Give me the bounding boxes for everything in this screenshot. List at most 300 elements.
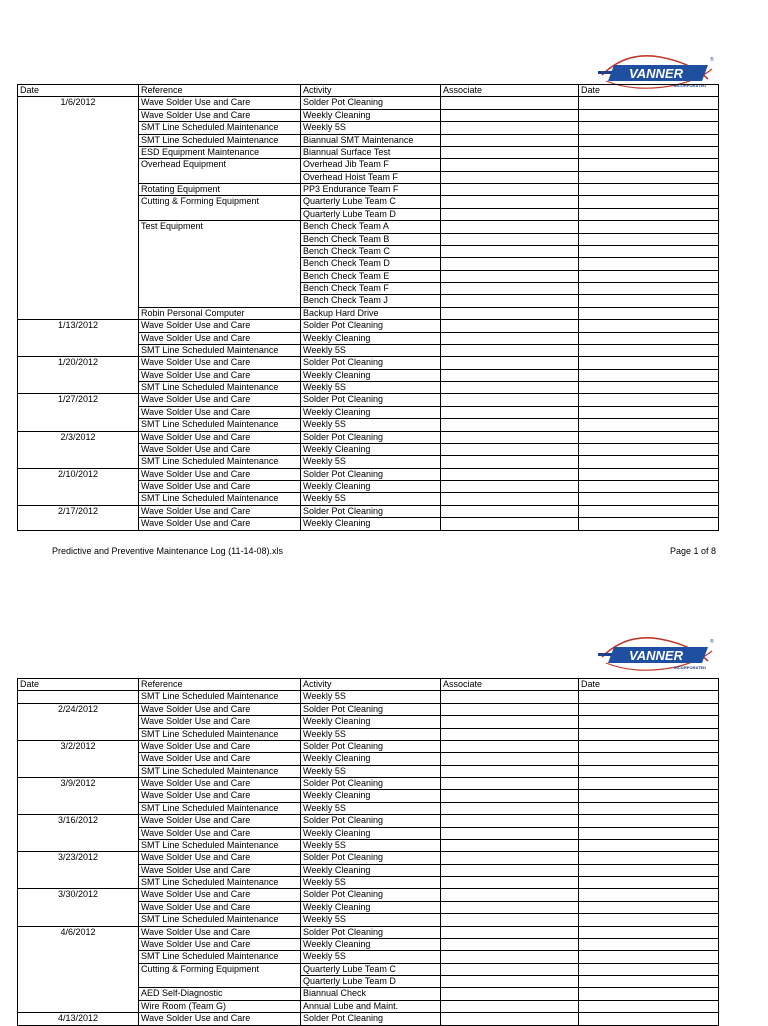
cell-completed-date[interactable] bbox=[579, 419, 719, 431]
cell-activity: PP3 Endurance Team F bbox=[301, 184, 441, 196]
cell-completed-date[interactable] bbox=[579, 382, 719, 394]
cell-reference bbox=[139, 233, 301, 245]
cell-associate[interactable] bbox=[441, 1000, 579, 1012]
cell-associate[interactable] bbox=[441, 926, 579, 938]
cell-date bbox=[18, 493, 139, 505]
logo-subtext: INCORPORATED bbox=[673, 83, 707, 88]
cell-activity: Bench Check Team C bbox=[301, 245, 441, 257]
cell-completed-date[interactable] bbox=[579, 431, 719, 443]
cell-activity: Biannual Surface Test bbox=[301, 146, 441, 158]
cell-reference: Wave Solder Use and Care bbox=[139, 468, 301, 480]
cell-associate[interactable] bbox=[441, 184, 579, 196]
header-reference: Reference bbox=[139, 679, 301, 691]
table-row bbox=[18, 122, 719, 134]
cell-date bbox=[18, 443, 139, 455]
cell-activity: Quarterly Lube Team C bbox=[301, 196, 441, 208]
cell-associate[interactable] bbox=[441, 1013, 579, 1025]
cell-activity: Solder Pot Cleaning bbox=[301, 926, 441, 938]
cell-date bbox=[18, 1000, 139, 1012]
cell-date bbox=[18, 864, 139, 876]
cell-associate[interactable] bbox=[441, 468, 579, 480]
cell-completed-date[interactable] bbox=[579, 270, 719, 282]
cell-activity: Weekly Cleaning bbox=[301, 443, 441, 455]
cell-associate[interactable] bbox=[441, 691, 579, 703]
cell-date bbox=[18, 258, 139, 270]
cell-activity: Solder Pot Cleaning bbox=[301, 431, 441, 443]
table-row bbox=[18, 976, 719, 988]
cell-completed-date[interactable] bbox=[579, 369, 719, 381]
table-row bbox=[18, 765, 719, 777]
cell-associate[interactable] bbox=[441, 728, 579, 740]
cell-completed-date[interactable] bbox=[579, 765, 719, 777]
cell-completed-date[interactable] bbox=[579, 184, 719, 196]
cell-reference: Wave Solder Use and Care bbox=[139, 827, 301, 839]
header-activity: Activity bbox=[301, 85, 441, 97]
cell-reference: SMT Line Scheduled Maintenance bbox=[139, 456, 301, 468]
cell-date bbox=[18, 134, 139, 146]
table-row bbox=[18, 332, 719, 344]
cell-reference: Wave Solder Use and Care bbox=[139, 938, 301, 950]
cell-date bbox=[18, 270, 139, 282]
cell-reference: SMT Line Scheduled Maintenance bbox=[139, 765, 301, 777]
cell-completed-date[interactable] bbox=[579, 394, 719, 406]
cell-date bbox=[18, 716, 139, 728]
cell-associate[interactable] bbox=[441, 369, 579, 381]
cell-associate[interactable] bbox=[441, 171, 579, 183]
cell-completed-date[interactable] bbox=[579, 728, 719, 740]
cell-associate[interactable] bbox=[441, 109, 579, 121]
logo-text: VANNER bbox=[629, 648, 683, 663]
cell-completed-date[interactable] bbox=[579, 1000, 719, 1012]
cell-reference: SMT Line Scheduled Maintenance bbox=[139, 802, 301, 814]
cell-date bbox=[18, 159, 139, 171]
cell-associate[interactable] bbox=[441, 951, 579, 963]
cell-associate[interactable] bbox=[441, 419, 579, 431]
cell-completed-date[interactable] bbox=[579, 988, 719, 1000]
cell-reference: Cutting & Forming Equipment bbox=[139, 963, 301, 975]
cell-completed-date[interactable] bbox=[579, 171, 719, 183]
cell-activity: Weekly Cleaning bbox=[301, 864, 441, 876]
cell-reference: Test Equipment bbox=[139, 221, 301, 233]
cell-completed-date[interactable] bbox=[579, 827, 719, 839]
table-row bbox=[18, 703, 719, 715]
cell-completed-date[interactable] bbox=[579, 146, 719, 158]
cell-completed-date[interactable] bbox=[579, 852, 719, 864]
cell-date: 3/23/2012 bbox=[18, 852, 139, 864]
cell-activity: Solder Pot Cleaning bbox=[301, 778, 441, 790]
cell-associate[interactable] bbox=[441, 146, 579, 158]
cell-date bbox=[18, 827, 139, 839]
cell-activity: Weekly Cleaning bbox=[301, 518, 441, 530]
cell-activity: Weekly Cleaning bbox=[301, 109, 441, 121]
cell-associate[interactable] bbox=[441, 802, 579, 814]
cell-date: 3/9/2012 bbox=[18, 778, 139, 790]
cell-reference bbox=[139, 976, 301, 988]
cell-reference: Wave Solder Use and Care bbox=[139, 778, 301, 790]
table-row bbox=[18, 295, 719, 307]
table-row bbox=[18, 456, 719, 468]
table-row bbox=[18, 926, 719, 938]
cell-date bbox=[18, 877, 139, 889]
cell-associate[interactable] bbox=[441, 233, 579, 245]
cell-associate[interactable] bbox=[441, 344, 579, 356]
cell-reference: Wave Solder Use and Care bbox=[139, 394, 301, 406]
cell-reference: Wave Solder Use and Care bbox=[139, 1013, 301, 1025]
cell-completed-date[interactable] bbox=[579, 283, 719, 295]
cell-activity: Weekly Cleaning bbox=[301, 790, 441, 802]
cell-completed-date[interactable] bbox=[579, 839, 719, 851]
logo-registered-mark: ® bbox=[710, 639, 714, 645]
table-body bbox=[18, 691, 719, 1025]
cell-reference: SMT Line Scheduled Maintenance bbox=[139, 951, 301, 963]
table-row bbox=[18, 134, 719, 146]
cell-associate[interactable] bbox=[441, 963, 579, 975]
cell-completed-date[interactable] bbox=[579, 406, 719, 418]
cell-associate[interactable] bbox=[441, 827, 579, 839]
cell-activity: Quarterly Lube Team C bbox=[301, 963, 441, 975]
cell-completed-date[interactable] bbox=[579, 481, 719, 493]
cell-activity: Weekly 5S bbox=[301, 344, 441, 356]
cell-completed-date[interactable] bbox=[579, 815, 719, 827]
table-row bbox=[18, 728, 719, 740]
cell-associate[interactable] bbox=[441, 901, 579, 913]
table-row bbox=[18, 382, 719, 394]
table-row bbox=[18, 827, 719, 839]
table-row bbox=[18, 988, 719, 1000]
cell-associate[interactable] bbox=[441, 790, 579, 802]
cell-associate[interactable] bbox=[441, 518, 579, 530]
cell-activity: Weekly 5S bbox=[301, 493, 441, 505]
cell-completed-date[interactable] bbox=[579, 196, 719, 208]
table-row bbox=[18, 778, 719, 790]
cell-reference: SMT Line Scheduled Maintenance bbox=[139, 728, 301, 740]
cell-date bbox=[18, 938, 139, 950]
cell-date bbox=[18, 728, 139, 740]
cell-activity: Solder Pot Cleaning bbox=[301, 320, 441, 332]
cell-date bbox=[18, 344, 139, 356]
cell-activity: Weekly Cleaning bbox=[301, 716, 441, 728]
table-row bbox=[18, 146, 719, 158]
table-row bbox=[18, 914, 719, 926]
cell-associate[interactable] bbox=[441, 815, 579, 827]
cell-associate[interactable] bbox=[441, 493, 579, 505]
cell-completed-date[interactable] bbox=[579, 258, 719, 270]
table-row bbox=[18, 790, 719, 802]
cell-associate[interactable] bbox=[441, 159, 579, 171]
table-row bbox=[18, 221, 719, 233]
cell-associate[interactable] bbox=[441, 716, 579, 728]
table-body bbox=[18, 97, 719, 530]
cell-date bbox=[18, 369, 139, 381]
cell-associate[interactable] bbox=[441, 394, 579, 406]
cell-activity: Annual Lube and Maint. bbox=[301, 1000, 441, 1012]
cell-completed-date[interactable] bbox=[579, 716, 719, 728]
table-row bbox=[18, 431, 719, 443]
cell-completed-date[interactable] bbox=[579, 938, 719, 950]
cell-completed-date[interactable] bbox=[579, 208, 719, 220]
cell-completed-date[interactable] bbox=[579, 889, 719, 901]
cell-reference: SMT Line Scheduled Maintenance bbox=[139, 839, 301, 851]
table-row bbox=[18, 753, 719, 765]
cell-associate[interactable] bbox=[441, 765, 579, 777]
cell-date: 2/3/2012 bbox=[18, 431, 139, 443]
cell-associate[interactable] bbox=[441, 938, 579, 950]
cell-date bbox=[18, 171, 139, 183]
cell-activity: Overhead Hoist Team F bbox=[301, 171, 441, 183]
cell-completed-date[interactable] bbox=[579, 221, 719, 233]
cell-activity: Weekly 5S bbox=[301, 951, 441, 963]
table-row bbox=[18, 258, 719, 270]
cell-associate[interactable] bbox=[441, 914, 579, 926]
cell-completed-date[interactable] bbox=[579, 357, 719, 369]
cell-completed-date[interactable] bbox=[579, 468, 719, 480]
cell-reference: Wave Solder Use and Care bbox=[139, 332, 301, 344]
cell-associate[interactable] bbox=[441, 852, 579, 864]
table-row bbox=[18, 344, 719, 356]
cell-activity: Weekly 5S bbox=[301, 691, 441, 703]
cell-reference: Overhead Equipment bbox=[139, 159, 301, 171]
cell-completed-date[interactable] bbox=[579, 307, 719, 319]
cell-date bbox=[18, 122, 139, 134]
cell-completed-date[interactable] bbox=[579, 159, 719, 171]
cell-date bbox=[18, 963, 139, 975]
cell-activity: Bench Check Team B bbox=[301, 233, 441, 245]
cell-date: 4/6/2012 bbox=[18, 926, 139, 938]
table-header-row bbox=[18, 85, 719, 97]
table-row bbox=[18, 369, 719, 381]
cell-associate[interactable] bbox=[441, 245, 579, 257]
cell-completed-date[interactable] bbox=[579, 976, 719, 988]
cell-associate[interactable] bbox=[441, 877, 579, 889]
cell-date: 1/13/2012 bbox=[18, 320, 139, 332]
logo-registered-mark: ® bbox=[710, 57, 714, 63]
cell-associate[interactable] bbox=[441, 196, 579, 208]
cell-date: 3/30/2012 bbox=[18, 889, 139, 901]
cell-associate[interactable] bbox=[441, 443, 579, 455]
cell-associate[interactable] bbox=[441, 839, 579, 851]
cell-associate[interactable] bbox=[441, 431, 579, 443]
header-reference: Reference bbox=[139, 85, 301, 97]
cell-completed-date[interactable] bbox=[579, 320, 719, 332]
table-row bbox=[18, 357, 719, 369]
table-row bbox=[18, 691, 719, 703]
cell-completed-date[interactable] bbox=[579, 134, 719, 146]
cell-reference bbox=[139, 295, 301, 307]
cell-completed-date[interactable] bbox=[579, 233, 719, 245]
cell-completed-date[interactable] bbox=[579, 443, 719, 455]
table-row bbox=[18, 97, 719, 109]
cell-completed-date[interactable] bbox=[579, 456, 719, 468]
cell-activity: Weekly 5S bbox=[301, 914, 441, 926]
cell-associate[interactable] bbox=[441, 740, 579, 752]
cell-activity: Solder Pot Cleaning bbox=[301, 505, 441, 517]
cell-date bbox=[18, 146, 139, 158]
cell-activity: Weekly Cleaning bbox=[301, 406, 441, 418]
cell-reference: Wave Solder Use and Care bbox=[139, 481, 301, 493]
cell-date bbox=[18, 839, 139, 851]
cell-activity: Weekly 5S bbox=[301, 382, 441, 394]
cell-activity: Backup Hard Drive bbox=[301, 307, 441, 319]
table-row bbox=[18, 233, 719, 245]
cell-associate[interactable] bbox=[441, 134, 579, 146]
cell-completed-date[interactable] bbox=[579, 901, 719, 913]
cell-reference: Wave Solder Use and Care bbox=[139, 815, 301, 827]
cell-reference: SMT Line Scheduled Maintenance bbox=[139, 493, 301, 505]
footer-filename: Predictive and Preventive Maintenance Log (11-14-08).xls bbox=[52, 546, 283, 556]
cell-associate[interactable] bbox=[441, 864, 579, 876]
table-row bbox=[18, 270, 719, 282]
cell-associate[interactable] bbox=[441, 481, 579, 493]
cell-date bbox=[18, 382, 139, 394]
table-row bbox=[18, 493, 719, 505]
cell-completed-date[interactable] bbox=[579, 740, 719, 752]
cell-completed-date[interactable] bbox=[579, 109, 719, 121]
cell-associate[interactable] bbox=[441, 221, 579, 233]
cell-associate[interactable] bbox=[441, 778, 579, 790]
logo-text: VANNER bbox=[629, 66, 683, 81]
cell-reference: Wave Solder Use and Care bbox=[139, 369, 301, 381]
cell-completed-date[interactable] bbox=[579, 493, 719, 505]
cell-associate[interactable] bbox=[441, 270, 579, 282]
footer-page-number: Page 1 of 8 bbox=[669, 546, 716, 556]
cell-reference bbox=[139, 171, 301, 183]
cell-date bbox=[18, 790, 139, 802]
cell-reference bbox=[139, 245, 301, 257]
table-row bbox=[18, 307, 719, 319]
table-row bbox=[18, 443, 719, 455]
cell-activity: Weekly 5S bbox=[301, 802, 441, 814]
cell-completed-date[interactable] bbox=[579, 951, 719, 963]
cell-associate[interactable] bbox=[441, 295, 579, 307]
maintenance-log-table bbox=[17, 678, 719, 1026]
cell-completed-date[interactable] bbox=[579, 1013, 719, 1025]
cell-completed-date[interactable] bbox=[579, 122, 719, 134]
cell-reference: Wave Solder Use and Care bbox=[139, 97, 301, 109]
cell-associate[interactable] bbox=[441, 976, 579, 988]
cell-completed-date[interactable] bbox=[579, 914, 719, 926]
cell-completed-date[interactable] bbox=[579, 703, 719, 715]
cell-reference bbox=[139, 258, 301, 270]
table-row bbox=[18, 406, 719, 418]
cell-associate[interactable] bbox=[441, 505, 579, 517]
cell-reference: Wave Solder Use and Care bbox=[139, 864, 301, 876]
table-row bbox=[18, 877, 719, 889]
cell-completed-date[interactable] bbox=[579, 332, 719, 344]
cell-reference: Wave Solder Use and Care bbox=[139, 740, 301, 752]
cell-activity: Weekly Cleaning bbox=[301, 901, 441, 913]
cell-associate[interactable] bbox=[441, 332, 579, 344]
cell-associate[interactable] bbox=[441, 406, 579, 418]
header-completed-date: Date bbox=[579, 85, 719, 97]
cell-associate[interactable] bbox=[441, 703, 579, 715]
cell-date: 3/2/2012 bbox=[18, 740, 139, 752]
cell-associate[interactable] bbox=[441, 753, 579, 765]
cell-completed-date[interactable] bbox=[579, 97, 719, 109]
table-row bbox=[18, 901, 719, 913]
cell-activity: Weekly 5S bbox=[301, 877, 441, 889]
cell-activity: Quarterly Lube Team D bbox=[301, 208, 441, 220]
cell-completed-date[interactable] bbox=[579, 518, 719, 530]
cell-associate[interactable] bbox=[441, 889, 579, 901]
cell-completed-date[interactable] bbox=[579, 505, 719, 517]
cell-associate[interactable] bbox=[441, 320, 579, 332]
table-row bbox=[18, 283, 719, 295]
cell-completed-date[interactable] bbox=[579, 691, 719, 703]
cell-associate[interactable] bbox=[441, 97, 579, 109]
table-row bbox=[18, 716, 719, 728]
cell-reference: SMT Line Scheduled Maintenance bbox=[139, 382, 301, 394]
cell-reference: Wave Solder Use and Care bbox=[139, 790, 301, 802]
cell-associate[interactable] bbox=[441, 456, 579, 468]
cell-completed-date[interactable] bbox=[579, 778, 719, 790]
cell-date: 2/10/2012 bbox=[18, 468, 139, 480]
cell-associate[interactable] bbox=[441, 258, 579, 270]
cell-date bbox=[18, 481, 139, 493]
cell-associate[interactable] bbox=[441, 382, 579, 394]
cell-date bbox=[18, 283, 139, 295]
cell-reference: Cutting & Forming Equipment bbox=[139, 196, 301, 208]
cell-activity: Quarterly Lube Team D bbox=[301, 976, 441, 988]
cell-date bbox=[18, 184, 139, 196]
cell-reference: SMT Line Scheduled Maintenance bbox=[139, 122, 301, 134]
cell-completed-date[interactable] bbox=[579, 963, 719, 975]
cell-associate[interactable] bbox=[441, 208, 579, 220]
cell-reference: Wave Solder Use and Care bbox=[139, 357, 301, 369]
cell-reference: SMT Line Scheduled Maintenance bbox=[139, 344, 301, 356]
cell-activity: Solder Pot Cleaning bbox=[301, 1013, 441, 1025]
cell-activity: Solder Pot Cleaning bbox=[301, 703, 441, 715]
cell-date bbox=[18, 233, 139, 245]
cell-associate[interactable] bbox=[441, 307, 579, 319]
cell-reference: AED Self-Diagnostic bbox=[139, 988, 301, 1000]
cell-completed-date[interactable] bbox=[579, 295, 719, 307]
cell-activity: Weekly Cleaning bbox=[301, 753, 441, 765]
cell-reference: Wave Solder Use and Care bbox=[139, 518, 301, 530]
cell-activity: Biannual Check bbox=[301, 988, 441, 1000]
cell-reference: SMT Line Scheduled Maintenance bbox=[139, 691, 301, 703]
cell-associate[interactable] bbox=[441, 988, 579, 1000]
cell-date bbox=[18, 245, 139, 257]
cell-completed-date[interactable] bbox=[579, 344, 719, 356]
cell-date bbox=[18, 196, 139, 208]
cell-date: 2/17/2012 bbox=[18, 505, 139, 517]
cell-completed-date[interactable] bbox=[579, 790, 719, 802]
cell-date bbox=[18, 691, 139, 703]
cell-activity: Overhead Jib Team F bbox=[301, 159, 441, 171]
cell-completed-date[interactable] bbox=[579, 864, 719, 876]
table-header-row bbox=[18, 679, 719, 691]
cell-date bbox=[18, 976, 139, 988]
table-row bbox=[18, 184, 719, 196]
table-row bbox=[18, 938, 719, 950]
table-row bbox=[18, 839, 719, 851]
cell-associate[interactable] bbox=[441, 357, 579, 369]
cell-completed-date[interactable] bbox=[579, 926, 719, 938]
cell-associate[interactable] bbox=[441, 283, 579, 295]
cell-completed-date[interactable] bbox=[579, 877, 719, 889]
cell-completed-date[interactable] bbox=[579, 802, 719, 814]
table-row bbox=[18, 518, 719, 530]
cell-completed-date[interactable] bbox=[579, 245, 719, 257]
cell-activity: Weekly Cleaning bbox=[301, 938, 441, 950]
cell-date bbox=[18, 208, 139, 220]
cell-date bbox=[18, 307, 139, 319]
table-row bbox=[18, 951, 719, 963]
header-date: Date bbox=[18, 679, 139, 691]
cell-completed-date[interactable] bbox=[579, 753, 719, 765]
cell-reference: Wave Solder Use and Care bbox=[139, 109, 301, 121]
cell-associate[interactable] bbox=[441, 122, 579, 134]
